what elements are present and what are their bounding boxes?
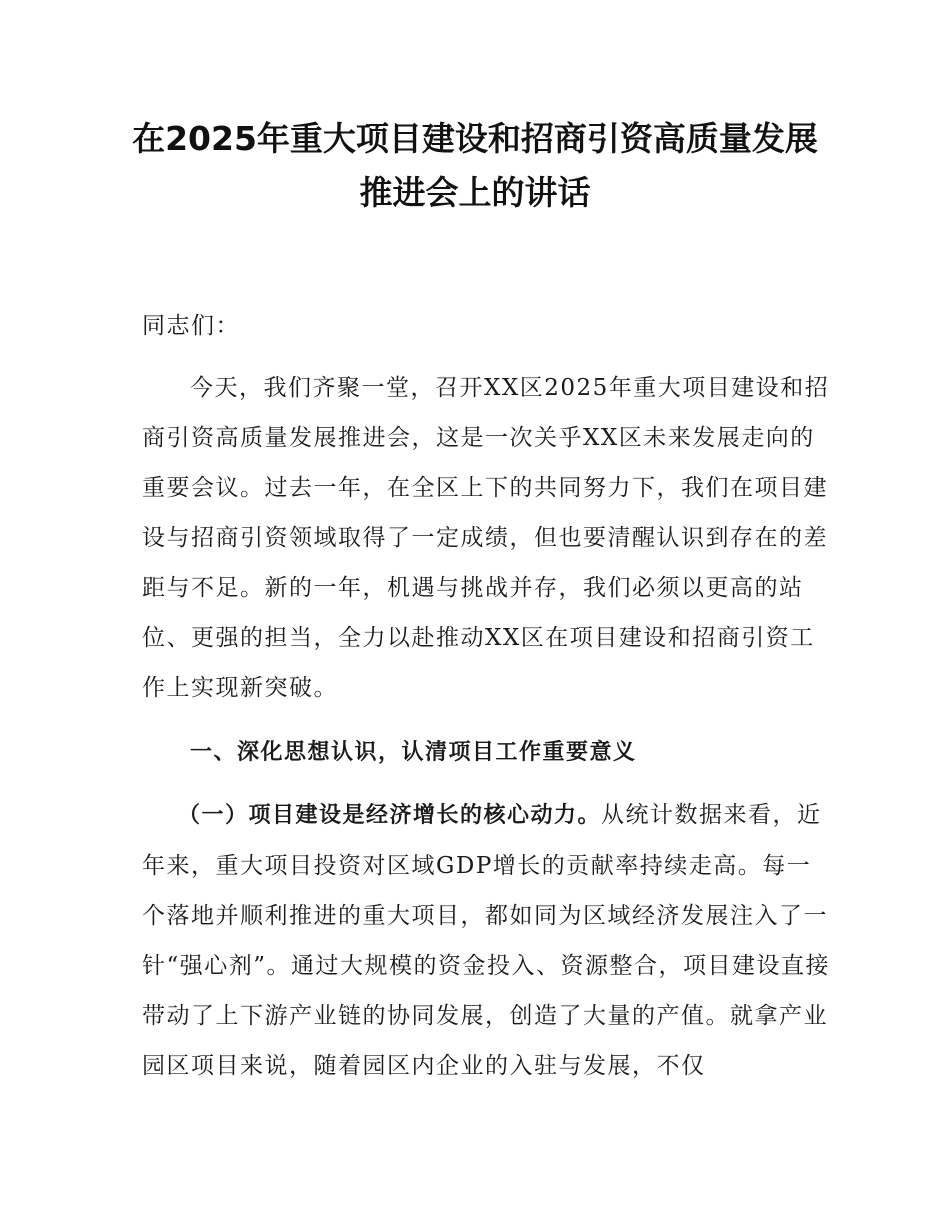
- document-title: 在2025年重大项目建设和招商引资高质量发展推进会上的讲话: [132, 119, 818, 212]
- salutation: 同志们：: [142, 313, 240, 339]
- subsection-heading-1: （一）项目建设是经济增长的核心动力。: [178, 803, 602, 828]
- paragraph-intro: 今天，我们齐聚一堂，召开XX区2025年重大项目建设和招商引资高质量发展推进会，这是一次关乎XX区未来发展走向的重要会议。过去一年，在全区上下的共同努力下，我们在项目建设与招商引资领域取得了一定成绩，但也要清醒认识到存在的差距与不足。新的一年，机遇与挑战并存，我们必须以更高的站位、更强的担当，全力以赴推动XX区在项目建设和招商引资工作上实现新突破。: [142, 375, 830, 701]
- subsection-1-text: 从统计数据来看，近年来，重大项目投资对区域GDP增长的贡献率持续走高。每一个落地并顺利推进的重大项目，都如同为区域经济发展注入了一针“强心剂”。通过大规模的资金投入、资源整合，项目建设直接带动了上下游产业链的协同发展，创造了大量的产值。就拿产业园区项目来说，随着园区内企业的入驻与发展，不仅: [142, 802, 831, 1079]
- section-heading-1: 一、深化思想认识，认清项目工作重要意义: [190, 740, 637, 765]
- paragraph-subsection-1: [142, 790, 832, 1091]
